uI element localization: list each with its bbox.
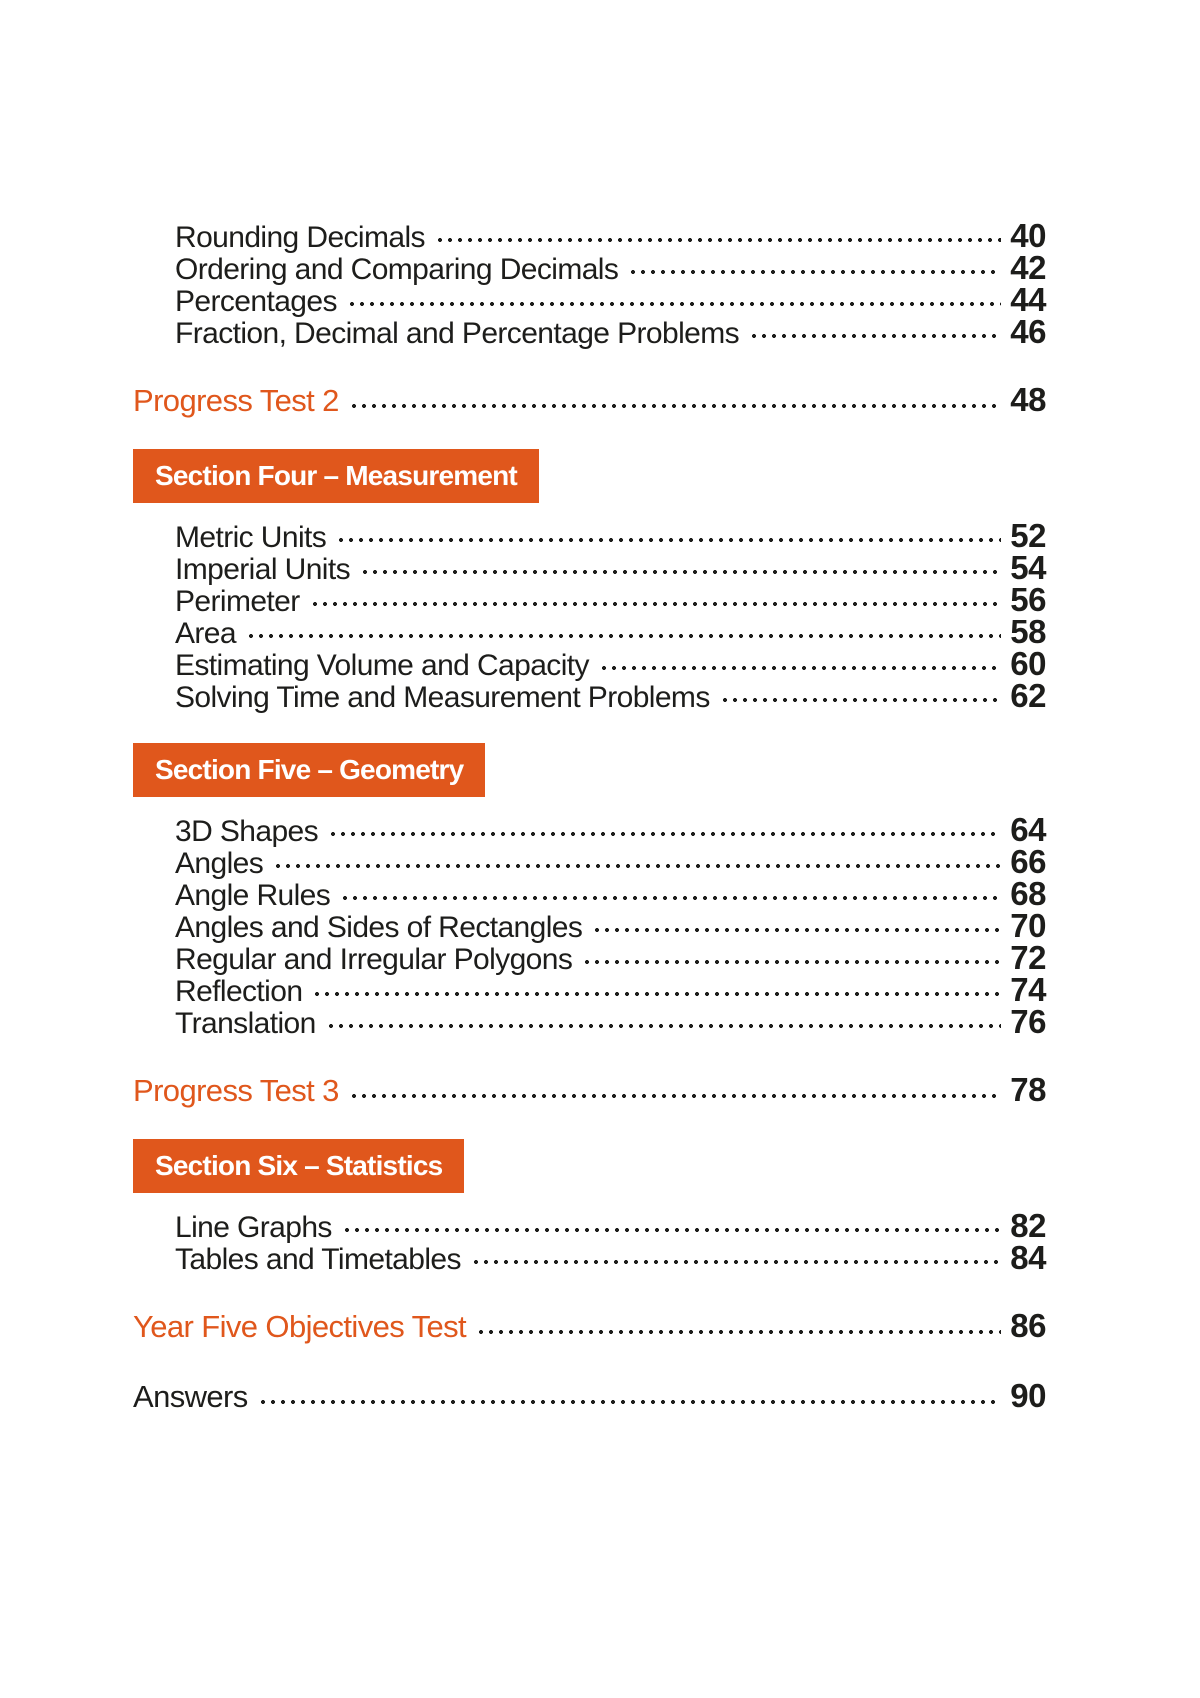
toc-entry-label: Reflection [175,975,303,1008]
statistics-entry-group [133,1207,1046,1276]
toc-entry-page-number: 42 [1010,249,1046,286]
dotted-leader [628,270,1001,274]
dotted-leader [326,1024,1002,1028]
toc-entry-page-number: 74 [1010,971,1046,1008]
section-four-header: Section Four – Measurement [133,449,539,503]
toc-entry-label: Estimating Volume and Capacity [175,649,589,682]
toc-entry [133,939,1046,976]
dotted-leader [258,1400,1002,1404]
dotted-leader [273,864,1001,868]
progress-test-2-page-number: 48 [1010,381,1046,418]
dotted-leader [336,538,1001,542]
dotted-leader [435,238,1001,242]
toc-entry-page-number: 82 [1010,1207,1046,1244]
answers-entry [133,1377,1046,1414]
dotted-leader [312,992,1001,996]
toc-entry-label: Metric Units [175,521,327,554]
section-six-bar [133,1139,1046,1193]
progress-test-2-entry [133,381,1046,418]
toc-entry-label: Angle Rules [175,879,331,912]
toc-entry-page-number: 44 [1010,281,1046,318]
answers-label: Answers [133,1379,248,1414]
dotted-leader [349,404,1001,408]
answers-page-number: 90 [1010,1377,1046,1414]
toc-entry-label: Tables and Timetables [175,1243,461,1276]
toc-entry [133,517,1046,554]
section-five-bar [133,743,1046,797]
geometry-entry-group [133,811,1046,1040]
toc-entry-page-number: 66 [1010,843,1046,880]
toc-entry-label: Fraction, Decimal and Percentage Problems [175,317,740,350]
toc-entry-page-number: 76 [1010,1003,1046,1040]
toc-entry [133,313,1046,350]
dotted-leader [720,698,1002,702]
toc-entry-label: Solving Time and Measurement Problems [175,681,710,714]
toc-entry-label: Perimeter [175,585,300,618]
toc-entry [133,971,1046,1008]
dotted-leader [310,602,1002,606]
toc-entry [133,1207,1046,1244]
toc-entry-label: 3D Shapes [175,815,319,848]
dotted-leader [246,634,1001,638]
section-six-header: Section Six – Statistics [133,1139,464,1193]
dotted-leader [342,1228,1001,1232]
toc-entry [133,217,1046,254]
section-four-bar [133,449,1046,503]
toc-entry-label: Rounding Decimals [175,221,425,254]
toc-entry-page-number: 62 [1010,677,1046,714]
progress-test-3-page-number: 78 [1010,1071,1046,1108]
dotted-leader [749,334,1001,338]
toc-entry-page-number: 56 [1010,581,1046,618]
toc-entry-page-number: 52 [1010,517,1046,554]
toc-entry [133,875,1046,912]
toc-entry [133,249,1046,286]
dotted-leader [349,1094,1001,1098]
toc-entry [133,677,1046,714]
toc-entry-label: Angles [175,847,264,880]
toc-entry-label: Imperial Units [175,553,350,586]
table-of-contents [133,217,1046,1414]
toc-entry-page-number: 64 [1010,811,1046,848]
dotted-leader [340,896,1001,900]
objectives-test-entry [133,1307,1046,1344]
toc-entry-page-number: 60 [1010,645,1046,682]
dotted-leader [347,302,1001,306]
toc-entry-label: Percentages [175,285,337,318]
toc-entry-page-number: 46 [1010,313,1046,350]
toc-entry [133,1239,1046,1276]
toc-entry [133,645,1046,682]
toc-entry-page-number: 70 [1010,907,1046,944]
toc-entry-label: Line Graphs [175,1211,332,1244]
toc-entry [133,811,1046,848]
progress-test-3-label: Progress Test 3 [133,1073,339,1108]
toc-entry-page-number: 72 [1010,939,1046,976]
dotted-leader [476,1330,1001,1334]
toc-entry [133,549,1046,586]
measurement-entry-group [133,517,1046,714]
dotted-leader [582,960,1001,964]
toc-entry [133,907,1046,944]
dotted-leader [592,928,1001,932]
toc-entry-page-number: 68 [1010,875,1046,912]
dotted-leader [471,1260,1001,1264]
decimals-entry-group [133,217,1046,350]
toc-entry-page-number: 40 [1010,217,1046,254]
toc-entry [133,1003,1046,1040]
progress-test-2-label: Progress Test 2 [133,383,339,418]
toc-entry-label: Regular and Irregular Polygons [175,943,573,976]
objectives-test-label: Year Five Objectives Test [133,1309,467,1344]
toc-entry-page-number: 54 [1010,549,1046,586]
dotted-leader [599,666,1001,670]
objectives-test-page-number: 86 [1010,1307,1046,1344]
toc-entry-page-number: 84 [1010,1239,1046,1276]
toc-entry [133,581,1046,618]
toc-entry-label: Ordering and Comparing Decimals [175,253,619,286]
toc-entry-page-number: 58 [1010,613,1046,650]
dotted-leader [360,570,1001,574]
toc-entry-label: Translation [175,1007,316,1040]
dotted-leader [328,832,1001,836]
section-five-header: Section Five – Geometry [133,743,485,797]
progress-test-3-entry [133,1071,1046,1108]
toc-entry-label: Area [175,617,236,650]
toc-entry-label: Angles and Sides of Rectangles [175,911,583,944]
